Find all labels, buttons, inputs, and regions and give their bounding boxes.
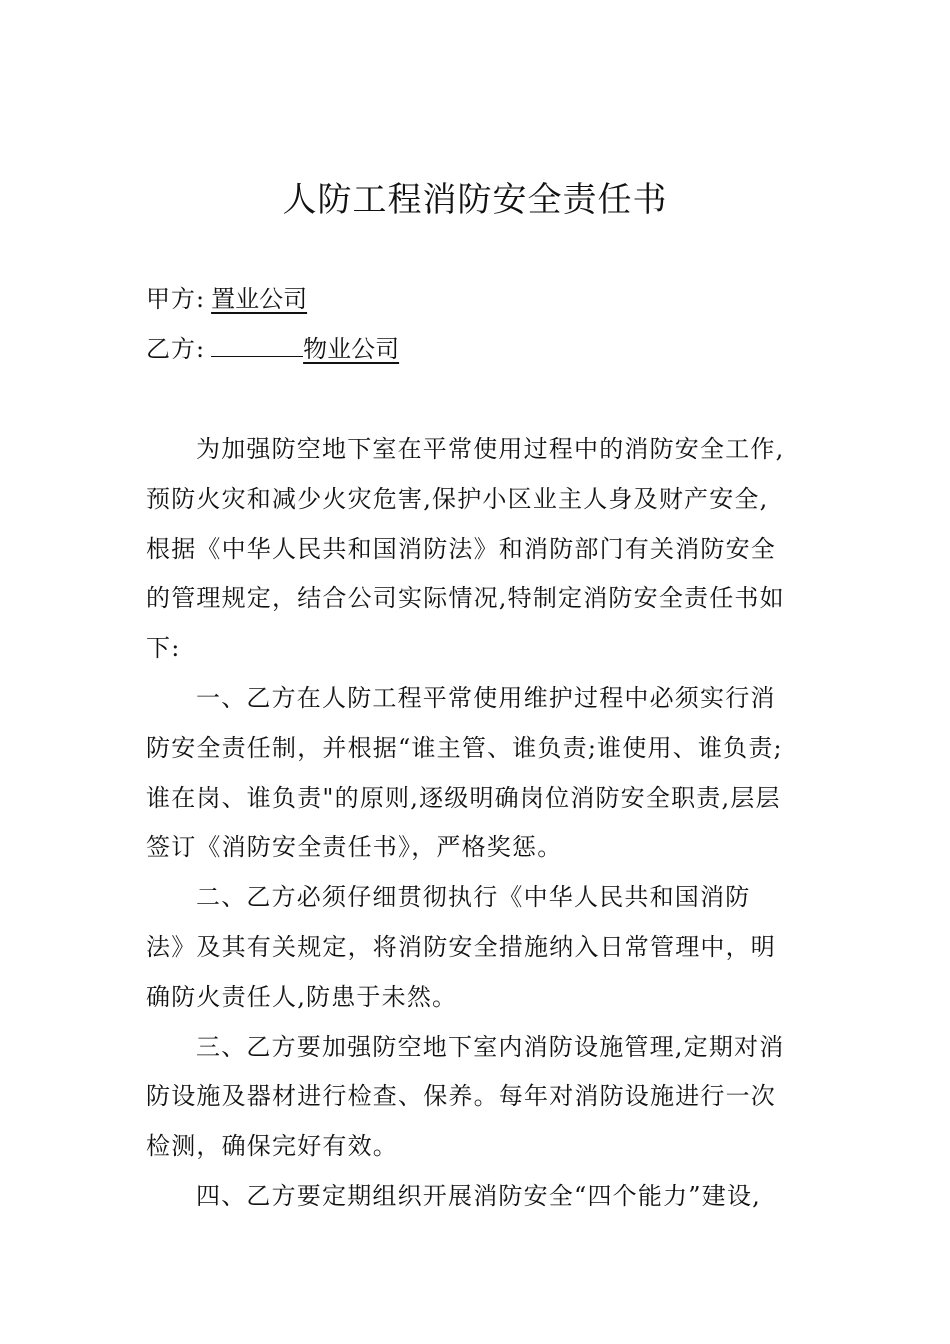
party-a [146,282,307,316]
intro-line: 预防火灾和减少火灾危害,保护小区业主人身及财产安全, [146,485,769,513]
clause3-line: 检测，确保完好有效。 [146,1132,398,1160]
clause1-line: 谁在岗、谁负责"的原则,逐级明确岗位消防安全职责,层层 [146,784,781,812]
clause1-line: 防安全责任制，并根据“谁主管、谁负责;谁使用、谁负责; [146,734,783,762]
party-b-blank [211,332,303,357]
party-b [146,332,399,366]
clause3-line: 防设施及器材进行检查、保养。每年对消防设施进行一次 [146,1082,776,1110]
intro-line: 根据《中华人民共和国消防法》和消防部门有关消防安全 [146,535,776,563]
intro-line: 下: [146,634,181,662]
clause2-line: 二、乙方必须仔细贯彻执行《中华人民共和国消防 [196,883,751,911]
intro-line: 的管理规定，结合公司实际情况,特制定消防安全责任书如 [146,584,785,612]
clause2-line: 确防火责任人,防患于未然。 [146,983,458,1011]
clause1-line: 一、乙方在人防工程平常使用维护过程中必须实行消 [196,684,776,712]
clause3-line: 三、乙方要加强防空地下室内消防设施管理,定期对消 [196,1033,785,1061]
party-a-label: 甲方: [146,285,206,313]
intro-line: 为加强防空地下室在平常使用过程中的消防安全工作, [196,435,785,463]
party-b-label: 乙方: [146,335,206,363]
party-b-name: 物业公司 [303,335,400,363]
clause2-line: 法》及其有关规定，将消防安全措施纳入日常管理中，明 [146,933,776,961]
party-a-name: 置业公司 [211,285,308,313]
clause4-line: 四、乙方要定期组织开展消防安全“四个能力”建设, [196,1182,761,1210]
clause1-line: 签订《消防安全责任书》，严格奖惩。 [146,833,563,861]
document-title: 人防工程消防安全责任书 [282,180,668,220]
